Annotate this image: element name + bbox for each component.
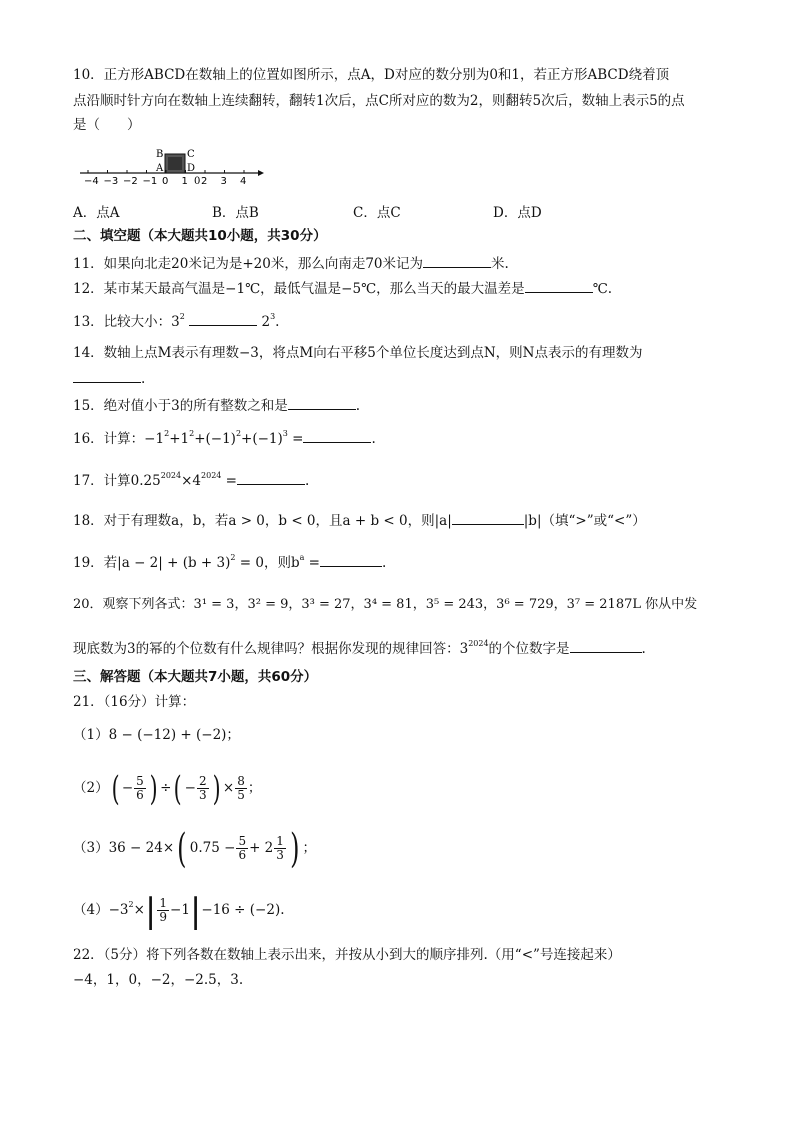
q12-unit: ℃. — [592, 281, 613, 297]
q16-t3: +(−1) — [194, 431, 236, 447]
q17 — [73, 470, 309, 490]
paren-left: ( — [111, 768, 120, 809]
label-C: C — [187, 149, 195, 160]
q18 — [73, 510, 646, 530]
paren-right: ) — [149, 768, 158, 809]
q15-text: 15．绝对值小于3的所有整数之和是 — [73, 398, 288, 414]
fraction: $\frac{5}{6}$ — [136, 774, 144, 802]
label-D: D — [187, 163, 196, 174]
q20-text2: 的个位数字是 — [488, 641, 570, 657]
q17-text: 17．计算0.25 — [73, 473, 161, 489]
paren-right: ) — [212, 768, 221, 809]
q18-text: 18．对于有理数a，b，若a > 0，b < 0，且a + b < 0，则|a| — [73, 513, 452, 529]
q20-line1: 20．观察下列各式：3¹ = 3，3² = 9，3³ = 27，3⁴ = 81，3⁵ = 243，3⁶ = 729，3⁷ = 2187L 你从中发 — [73, 597, 698, 612]
q17-end: . — [304, 473, 310, 489]
tick-label: −3 — [103, 176, 119, 186]
q16-e1: 2 — [164, 429, 170, 438]
fraction: $\frac{1}{9}$ — [159, 896, 168, 924]
fraction: $\frac{2}{3}$ — [198, 774, 207, 802]
tick-label: −1 — [142, 176, 158, 186]
q16-e2: 2 — [189, 429, 195, 438]
q11-unit: 米. — [491, 256, 509, 272]
q12 — [73, 278, 612, 298]
q13-base2: 2 — [261, 314, 271, 330]
q12-blank — [525, 278, 593, 293]
tick-label: 0 — [162, 176, 169, 186]
label-B: B — [156, 149, 164, 160]
q19-blank — [320, 552, 382, 567]
q21-p4-tail: −16 ÷ (−2). — [201, 902, 285, 918]
q21-p3-label: （3）36 − 24× — [73, 840, 175, 856]
q11-blank — [423, 253, 491, 268]
q12-text: 12．某市某天最高气温是−1℃，最低气温是−5℃，那么当天的最大温差是 — [73, 281, 525, 297]
q18-blank — [452, 510, 524, 525]
q16-e3: 2 — [235, 429, 242, 438]
q16 — [73, 428, 376, 448]
q13 — [73, 311, 279, 331]
label-A: A — [156, 163, 164, 174]
section3-title: 三、解答题（本大题共7小题，共60分） — [73, 669, 318, 685]
paren-left: ( — [177, 825, 187, 872]
q16-t2: +1 — [169, 431, 190, 447]
q10-line2: 点沿顺时针方向在数轴上连续翻转，翻转1次后，点C所对应的数为2，则翻转5次后，数轴上表示5的点 — [73, 93, 685, 109]
q20-blank — [570, 638, 642, 653]
q21-part3: （3）36 − 24×( 0.75 − $\frac{5}{6}$ + 2 $\frac{1}{3}$ ) ； — [73, 825, 317, 872]
tick-label: −4 — [84, 176, 99, 186]
q16-blank — [303, 428, 371, 443]
q16-text: 16．计算：−1 — [73, 431, 165, 447]
q13-text: 13．比较大小：3 — [73, 314, 180, 330]
fraction: $\frac{5}{6}$ — [238, 834, 247, 862]
q13-end: . — [275, 314, 280, 330]
q17-eq: = — [225, 473, 237, 489]
number-line-arrow — [258, 170, 264, 176]
q20-end: . — [641, 641, 646, 657]
q21-p3-a: 0.75 − — [189, 840, 236, 856]
q19-t2: = 0，则b — [239, 555, 300, 571]
q15 — [73, 395, 360, 415]
section2-title: 二、填空题（本大题共10小题，共30分） — [73, 228, 327, 244]
q14-end: . — [141, 371, 146, 387]
q22-line1: 22．（5分）将下列各数在数轴上表示出来，并按从小到大的顺序排列.（用“<”号连接起来） — [73, 947, 621, 963]
q10-option-d: D．点D — [493, 205, 542, 221]
q11-text: 11．如果向北走20米记为是+20米，那么向南走70米记为 — [73, 256, 424, 272]
q16-eq: = — [292, 431, 304, 447]
abs-bar-right: | — [189, 890, 202, 931]
tick-label: 1 — [181, 176, 188, 186]
q13-blank — [189, 311, 257, 326]
q21-head: 21．（16分）计算： — [73, 694, 196, 710]
q21-p4-exp: 2 — [128, 900, 134, 909]
tick-label: 3 — [220, 176, 227, 186]
q21-part2: （2）( − $\frac{5}{6}$ ) ÷( − $\frac{2}{3}$ ) × $\frac{8}{5}$ ； — [73, 768, 262, 809]
q17-t2: ×4 — [181, 473, 202, 489]
q21-part4: $(4)-3^2\times|$ $\frac{1}{9}$ −1|−16 ÷ (−2). — [73, 890, 285, 931]
q19-end: . — [381, 555, 387, 571]
q19 — [73, 552, 386, 572]
q15-blank — [288, 395, 356, 410]
q19-eq: = — [308, 555, 320, 571]
tick-label: 4 — [240, 176, 247, 186]
q16-t4: +(−1) — [241, 431, 283, 447]
fraction: $\frac{8}{5}$ — [237, 774, 245, 802]
q15-end: . — [355, 398, 361, 414]
q10-line1: 10．正方形ABCD在数轴上的位置如图所示，点A，D对应的数分别为0和1，若正方形ABCD绕着顶 — [73, 67, 670, 83]
q21-p4-label: （4）−3 — [73, 902, 129, 918]
q21-part1: （1）8 − (−12) + (−2)； — [73, 727, 240, 743]
abs-bar-left: | — [144, 890, 157, 931]
q14-blank — [73, 368, 141, 383]
q14-line2 — [73, 368, 145, 388]
q20-exp: 2024 — [468, 639, 489, 648]
q22-line2: −4，1，0，−2，−2.5，3. — [73, 972, 244, 988]
q14-line1: 14．数轴上点M表示有理数−3，将点M向右平移5个单位长度达到点N，则N点表示的有理数为 — [73, 345, 643, 361]
q10-number-line-figure — [76, 146, 266, 186]
square-shading — [168, 157, 182, 170]
extra-zero-label: 0 — [194, 176, 201, 186]
q10-option-a: A．点A — [73, 205, 120, 221]
q16-e4: 3 — [282, 429, 288, 438]
paren-left: ( — [174, 768, 183, 809]
q19-text: 19．若|a − 2| + (b + 3) — [73, 555, 231, 571]
q17-blank — [237, 470, 305, 485]
q20-line2 — [73, 638, 646, 658]
q10-option-c: C．点C — [353, 205, 401, 221]
q19-e1: 2 — [230, 553, 236, 562]
q19-e2: a — [299, 553, 305, 562]
tick-label: −2 — [123, 176, 138, 186]
q16-end: . — [371, 431, 376, 447]
q20-text: 现底数为3的幂的个位数有什么规律吗？根据你发现的规律回答：3 — [73, 641, 469, 657]
paren-right: ) — [290, 825, 300, 872]
q18-tail: |b|（填“>”或“<”） — [523, 513, 646, 529]
q21-p3-b: + 2 — [249, 840, 274, 856]
q17-e2: 2024 — [201, 471, 222, 480]
q11 — [73, 253, 509, 273]
q10-option-b: B．点B — [212, 205, 259, 221]
q17-e1: 2024 — [160, 471, 182, 480]
tick-label: 2 — [201, 176, 208, 186]
fraction: $\frac{1}{3}$ — [276, 834, 284, 862]
q21-p2-label: （2） — [73, 780, 109, 796]
q13-exp1: 2 — [179, 312, 185, 321]
q13-exp2: 3 — [270, 312, 276, 321]
q10-line3: 是（ ） — [73, 117, 141, 133]
